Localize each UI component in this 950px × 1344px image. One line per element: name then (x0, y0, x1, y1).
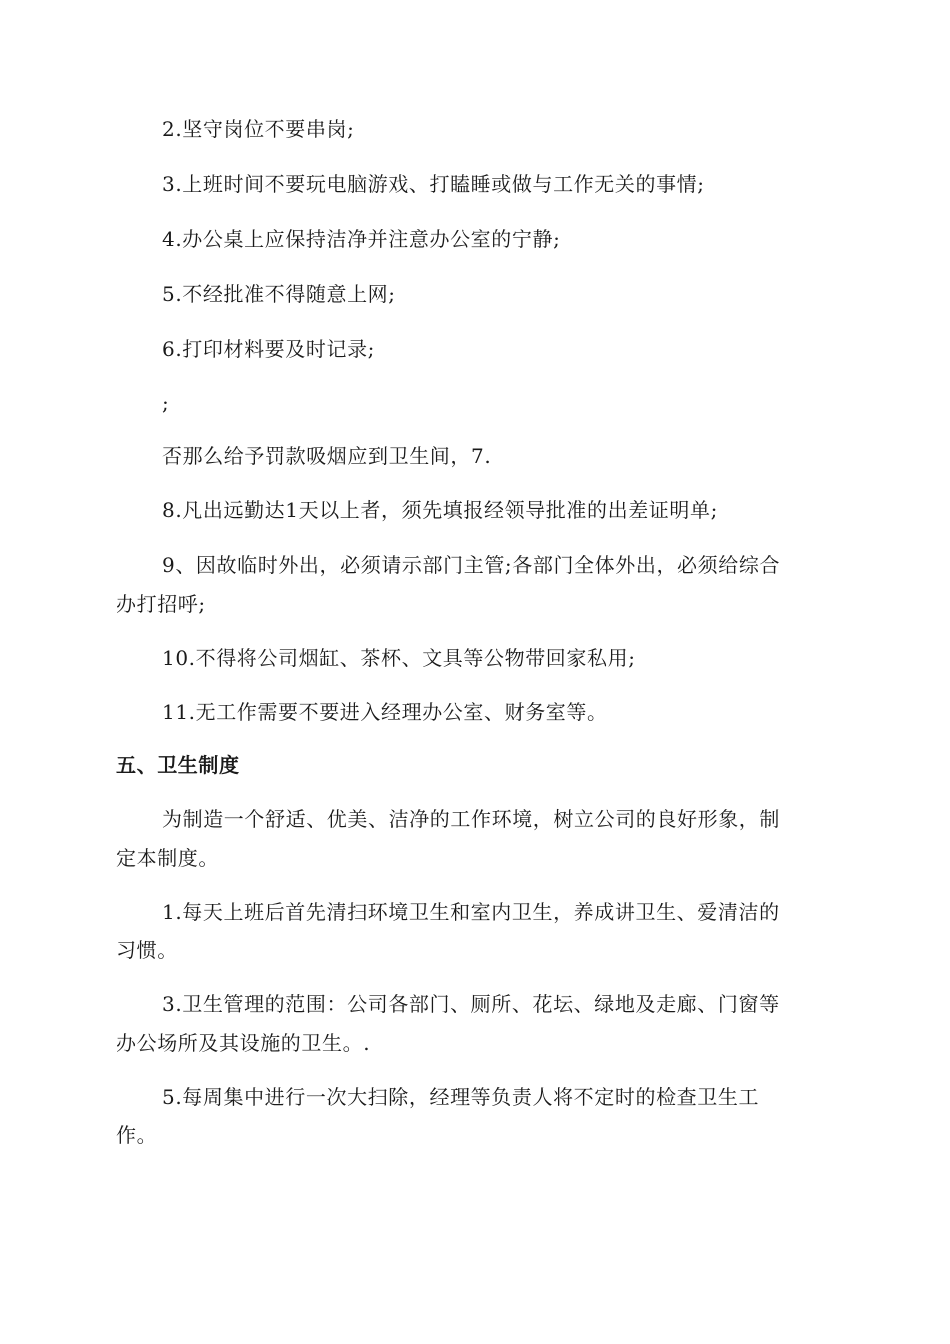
rule-item-4: 4.办公桌上应保持洁净并注意办公室的宁静; (162, 227, 561, 251)
hygiene-intro-line1: 为制造一个舒适、优美、洁净的工作环境，树立公司的良好形象，制 (162, 807, 780, 831)
rule-item-9-line2: 办打招呼; (116, 592, 206, 616)
section-heading-hygiene: 五、卫生制度 (116, 753, 240, 777)
stray-semicolon: ; (162, 391, 170, 415)
rule-item-9-line1: 9、因故临时外出，必须请示部门主管;各部门全体外出，必须给综合 (162, 553, 781, 577)
hygiene-item-1-line2: 习惯。 (116, 938, 178, 962)
hygiene-item-5-line2: 作。 (116, 1123, 158, 1147)
rule-item-5: 5.不经批准不得随意上网; (162, 282, 396, 306)
hygiene-item-3-line1: 3.卫生管理的范围：公司各部门、厕所、花坛、绿地及走廊、门窗等 (162, 992, 780, 1016)
hygiene-item-1-line1: 1.每天上班后首先清扫环境卫生和室内卫生，养成讲卫生、爱清洁的 (162, 900, 780, 924)
hygiene-item-5-line1: 5.每周集中进行一次大扫除，经理等负责人将不定时的检查卫生工 (162, 1085, 760, 1109)
rule-item-10: 10.不得将公司烟缸、茶杯、文具等公物带回家私用; (162, 646, 636, 670)
hygiene-item-3-line2: 办公场所及其设施的卫生。. (116, 1031, 371, 1055)
rule-item-2: 2.坚守岗位不要串岗; (162, 117, 355, 141)
rule-item-8: 8.凡出远勤达1天以上者，须先填报经领导批准的出差证明单; (162, 498, 718, 522)
hygiene-intro-line2: 定本制度。 (116, 846, 219, 870)
rule-item-7: 否那么给予罚款吸烟应到卫生间，7. (162, 444, 492, 468)
rule-item-6: 6.打印材料要及时记录; (162, 337, 376, 361)
rule-item-11: 11.无工作需要不要进入经理办公室、财务室等。 (162, 700, 608, 724)
rule-item-3: 3.上班时间不要玩电脑游戏、打瞌睡或做与工作无关的事情; (162, 172, 705, 196)
